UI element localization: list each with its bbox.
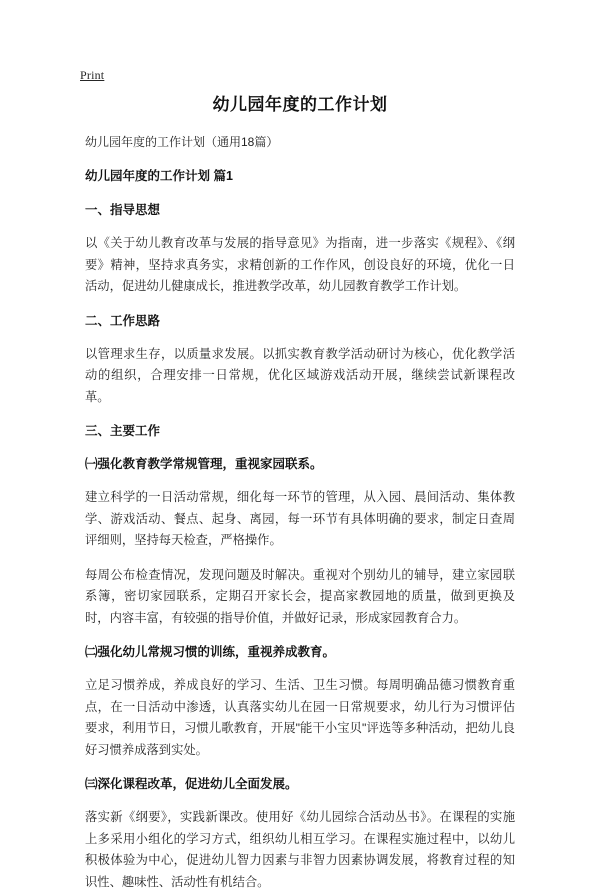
subsection-heading: ㈡强化幼儿常规习惯的训练，重视养成教育。 [85, 645, 336, 659]
document-body [85, 92, 515, 893]
subsection-heading: ㈢深化课程改革，促进幼儿全面发展。 [85, 777, 298, 791]
paragraph: 以管理求生存，以质量求发展。以抓实教育教学活动研讨为核心，优化教学活动的组织，合理安排一日常规，优化区域游戏活动开展，继续尝试新课程改革。 [85, 346, 515, 404]
paragraph: 每周公布检查情况，发现问题及时解决。重视对个别幼儿的辅导，建立家园联系簿，密切家园联系，定期召开家长会，提高家教园地的质量，做到更换及时，内容丰富，有较强的指导价值，并做好记录，形成家园教育合力。 [85, 567, 515, 625]
paragraph: 立足习惯养成，养成良好的学习、生活、卫生习惯。每周明确品德习惯教育重点，在一日活动中渗透，认真落实幼儿在园一日常规要求，幼儿行为习惯评估要求，利用节日，习惯儿歌教育，开展"能干小宝贝"评选等多种活动，把幼儿良好习惯养成落到实处。 [85, 678, 515, 757]
document-section-title: 幼儿园年度的工作计划 篇1 [85, 169, 233, 183]
section-heading: 三、主要工作 [85, 424, 161, 438]
page-title: 幼儿园年度的工作计划 [212, 95, 388, 114]
section-heading: 二、工作思路 [85, 313, 161, 328]
paragraph: 建立科学的一日活动常规，细化每一环节的管理，从入园、晨间活动、集体教学、游戏活动、餐点、起身、离园，每一环节有具体明确的要求，制定日查周评细则，坚持每天检查，严格操作。 [85, 490, 515, 547]
content-block [85, 642, 515, 761]
document-subtitle: 幼儿园年度的工作计划（通用18篇） [85, 135, 279, 149]
content-block [85, 454, 515, 629]
section-heading: 一、指导思想 [85, 203, 161, 217]
paragraph: 落实新《纲要》，实践新课改。使用好《幼儿园综合活动丛书》。在课程的实施上多采用小组化的学习方式，组织幼儿相互学习。在课程实施过程中，以幼儿积极体验为中心，促进幼儿智力因素与非智力因素协调发展，将教育过程的知识性、趣味性、活动性有机结合。 [85, 810, 515, 889]
subsection-heading: ㈠强化教育教学常规管理，重视家园联系。 [85, 457, 323, 471]
content-block [85, 774, 515, 893]
print-link[interactable]: Print [80, 68, 105, 82]
content-block [85, 421, 515, 442]
paragraph: 以《关于幼儿教育改革与发展的指导意见》为指南，进一步落实《规程》、《纲要》精神，坚持求真务实，求精创新的工作作风，创设良好的环境，优化一日活动，促进幼儿健康成长，推进教学改革，幼儿园教育教学工作计划。 [85, 236, 515, 293]
content-block [85, 200, 515, 298]
content-block [85, 311, 515, 409]
